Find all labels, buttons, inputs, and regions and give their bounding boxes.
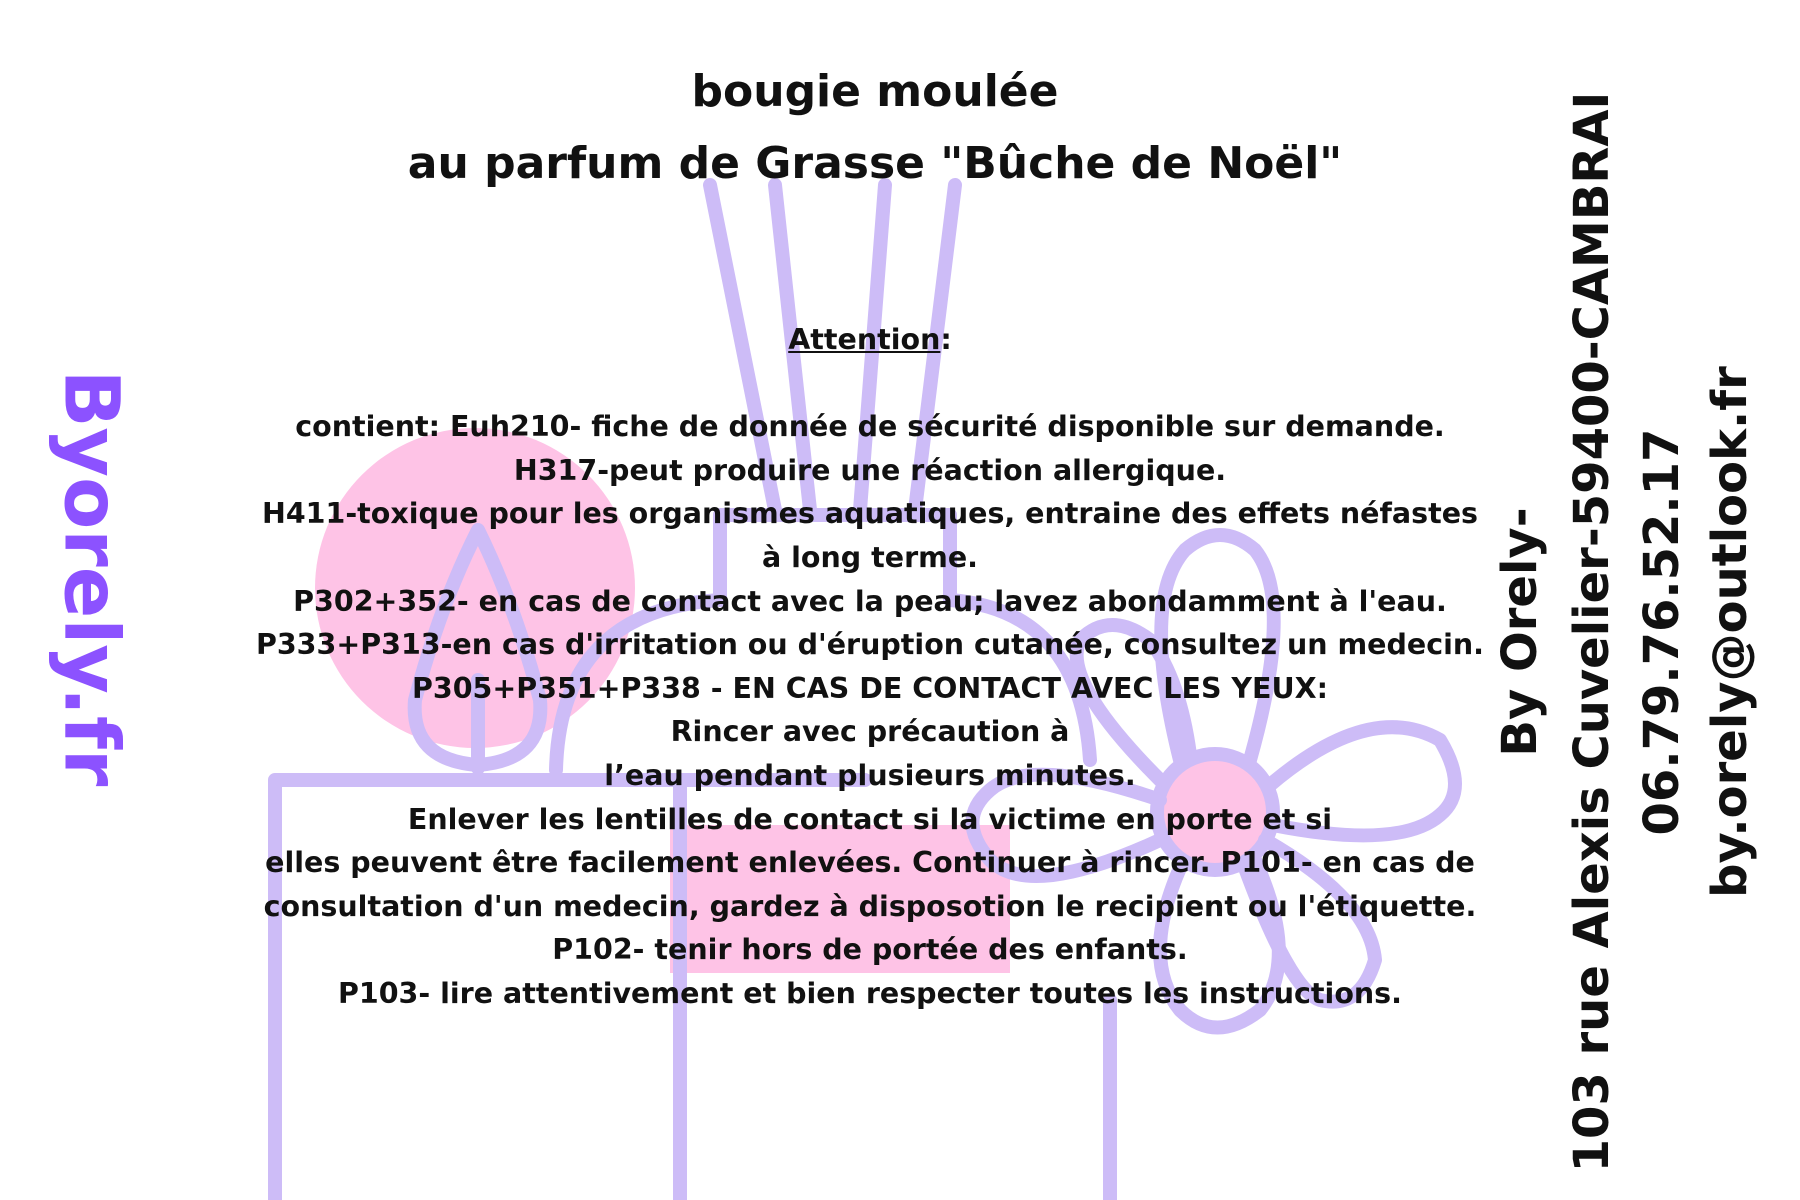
- warning-line: P102- tenir hors de portée des enfants.: [552, 933, 1188, 967]
- title-line-2: au parfum de Grasse "Bûche de Noël": [407, 138, 1343, 189]
- warning-line: P305+P351+P338 - EN CAS DE CONTACT AVEC LES YEUX:: [411, 671, 1329, 705]
- warning-line: elles peuvent être facilement enlevées. Continuer à rincer. P101- en cas de: [265, 846, 1475, 880]
- warning-line: P103- lire attentivement et bien respecter toutes les instructions.: [338, 976, 1402, 1010]
- warning-line: l’eau pendant plusieurs minutes.: [604, 758, 1136, 792]
- contact-email: by.orely@outlook.fr: [1702, 366, 1758, 898]
- warning-line: Rincer avec précaution à: [670, 715, 1070, 749]
- warning-line: Enlever les lentilles de contact si la victime en porte et si: [407, 802, 1333, 836]
- attention-heading-line: [235, 318, 1505, 362]
- warning-line: à long terme.: [762, 540, 978, 574]
- safety-warning-block: [235, 318, 1505, 1016]
- title-line-1: bougie moulée: [691, 66, 1059, 117]
- warning-line: H317-peut produire une réaction allergique.: [513, 453, 1227, 487]
- product-title: [300, 56, 1450, 200]
- contact-phone: 06.79.76.52.17: [1634, 428, 1690, 836]
- warning-line: P302+352- en cas de contact avec la peau; lavez abondamment à l'eau.: [293, 584, 1447, 618]
- contact-name: By Orely-: [1492, 507, 1548, 757]
- warning-line: H411-toxique pour les organismes aquatiques, entraine des effets néfastes: [261, 497, 1479, 531]
- attention-colon: :: [940, 323, 952, 356]
- warning-line: P333+P313-en cas d'irritation ou d'éruption cutanée, consultez un medecin.: [255, 628, 1485, 662]
- warning-line: consultation d'un medecin, gardez à disposotion le recipient ou l'étiquette.: [263, 889, 1477, 923]
- brand-website: Byorely.fr: [47, 369, 137, 787]
- contact-address: 103 rue Alexis Cuvelier-59400-CAMBRAI: [1564, 91, 1620, 1173]
- warning-line: contient: Euh210- fiche de donnée de sécurité disponible sur demande.: [295, 410, 1445, 444]
- attention-heading: Attention: [788, 323, 941, 356]
